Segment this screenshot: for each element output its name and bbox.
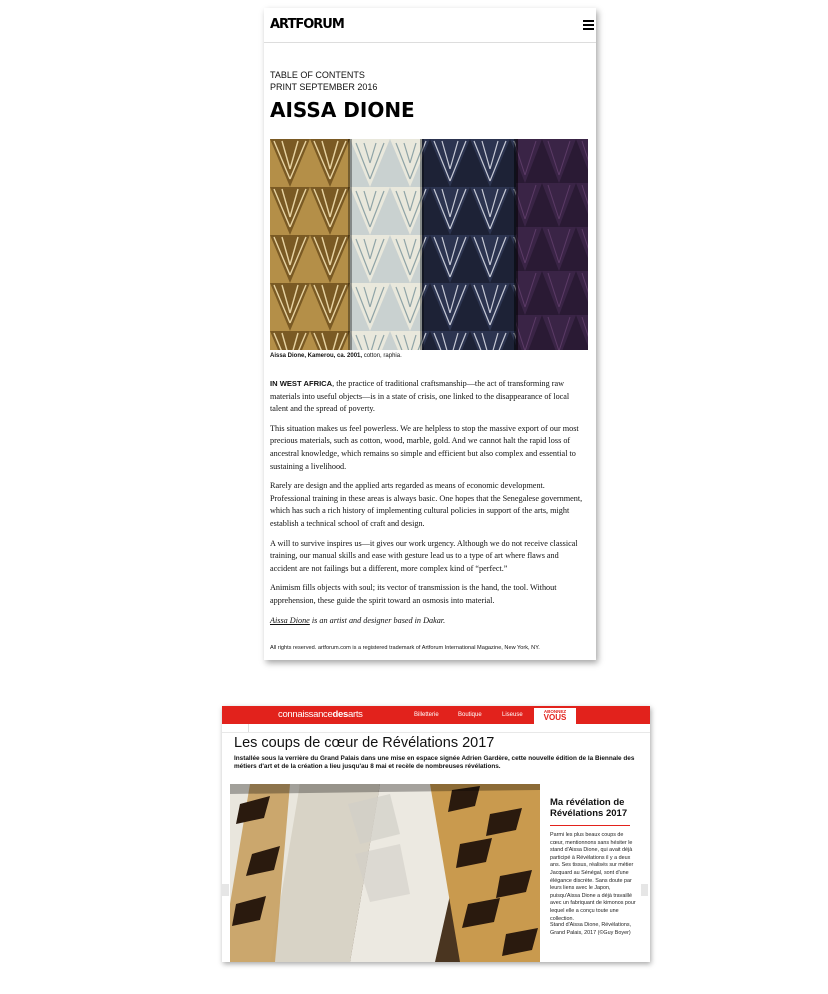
- nav-billetterie[interactable]: Billetterie: [414, 712, 439, 718]
- article-title: AISSA DIONE: [270, 98, 415, 122]
- sub-nav-bar: [222, 724, 650, 733]
- cda-logo[interactable]: connaissancedesarts: [278, 709, 363, 720]
- body-paragraph: Rarely are design and the applied arts regarded as means of economic development. Professional training in these areas is always basic. One hopes that the Senegalese government, which has such a rich history of implementing cultural policies in support of the arts, might establish a technical school of craft and design.: [270, 481, 583, 528]
- caption-artwork: Aissa Dione, Kamerou, ca. 2001,: [270, 353, 363, 359]
- article-heading: Les coups de cœur de Révélations 2017: [234, 735, 495, 751]
- issue-label[interactable]: PRINT SEPTEMBER 2016: [270, 82, 378, 92]
- textile-artwork-image: [270, 139, 588, 350]
- body-paragraph: This situation makes us feel powerless. We are helpless to stop the massive export of our most precious materials, such as cotton, wood, marble, gold. And we cannot halt the rapid loss of ancestral knowledge, which remains so simple and efficient but also complex and essential to sustaining a livelihood.: [270, 423, 579, 471]
- article-lede: Installée sous la verrière du Grand Palais dans une mise en espace signée Adrien Gardère, cette nouvelle édition de la Biennale des métiers d'art et de la création a lieu jusqu'au 8 mai et recèle de nombreuses révélations.: [234, 755, 635, 770]
- hamburger-menu-icon[interactable]: [583, 20, 594, 30]
- artforum-article-page: [264, 8, 596, 660]
- chevron-right-icon[interactable]: [641, 884, 648, 896]
- artforum-logo[interactable]: ARTFORUM: [270, 17, 344, 32]
- author-link[interactable]: Aissa Dione: [270, 615, 310, 625]
- sub-nav-tab[interactable]: [230, 724, 249, 732]
- lead-paragraph: [270, 378, 586, 416]
- image-caption: [270, 353, 402, 359]
- lead-text: , the practice of traditional craftsmanship—the act of transforming raw materials into useful objects—is in a state of crisis, one linked to the disappearance of local talent and the spread of poverty.: [270, 379, 570, 414]
- sidebar-divider: [550, 825, 630, 826]
- copyright-footer: All rights reserved. artforum.com is a registered trademark of Artforum International Magazine, New York, NY.: [270, 645, 540, 651]
- subscribe-button[interactable]: ABONNEZ VOUS: [534, 708, 576, 724]
- caption-materials: cotton, raphia.: [362, 353, 402, 359]
- sidebar-title: Ma révélation de Révélations 2017: [550, 797, 628, 819]
- body-paragraph: Animism fills objects with soul; its vector of transmission is the hand, the tool. Without apprehension, these guide the spirit toward an osmosis into material.: [270, 583, 557, 605]
- article-body: [270, 378, 586, 634]
- textile-stand-photo: [230, 784, 540, 962]
- body-paragraph: A will to survive inspires us—it gives our work urgency. Although we do not receive classical training, our manual skills and ease with gesture lead us to a type of art where flaws and accident are not failings but a different, more complex kind of “perfect.”: [270, 538, 578, 573]
- chevron-left-icon[interactable]: [222, 884, 229, 896]
- author-bio: [270, 615, 586, 628]
- nav-liseuse[interactable]: Liseuse: [502, 712, 523, 718]
- photo-credit: Stand d'Aissa Dione, Révélations, Grand Palais, 2017 (©Guy Boyer): [550, 922, 632, 936]
- table-of-contents-link[interactable]: TABLE OF CONTENTS: [270, 70, 365, 80]
- lead-dropword: IN WEST AFRICA: [270, 379, 333, 388]
- top-nav-bar: [222, 706, 650, 724]
- sidebar-text: Parmi les plus beaux coups de cœur, mentionnons sans hésiter le stand d'Aissa Dione, qui avait déjà participé à Révélations il y a deux ans. Ses tissus, réalisés sur métier Jacquard au Sénégal, sont d'une élégance discrète. Sans doute par leurs liens avec le Japon, puisqu'Aissa Dione a déjà travaillé avec un fabriquant de kimonos pour lequel elle a conçu toute une collection.: [550, 832, 636, 922]
- artforum-header: [264, 8, 596, 43]
- author-bio-text: is an artist and designer based in Dakar.: [309, 615, 446, 625]
- nav-boutique[interactable]: Boutique: [458, 712, 482, 718]
- connaissance-des-arts-page: [222, 706, 650, 962]
